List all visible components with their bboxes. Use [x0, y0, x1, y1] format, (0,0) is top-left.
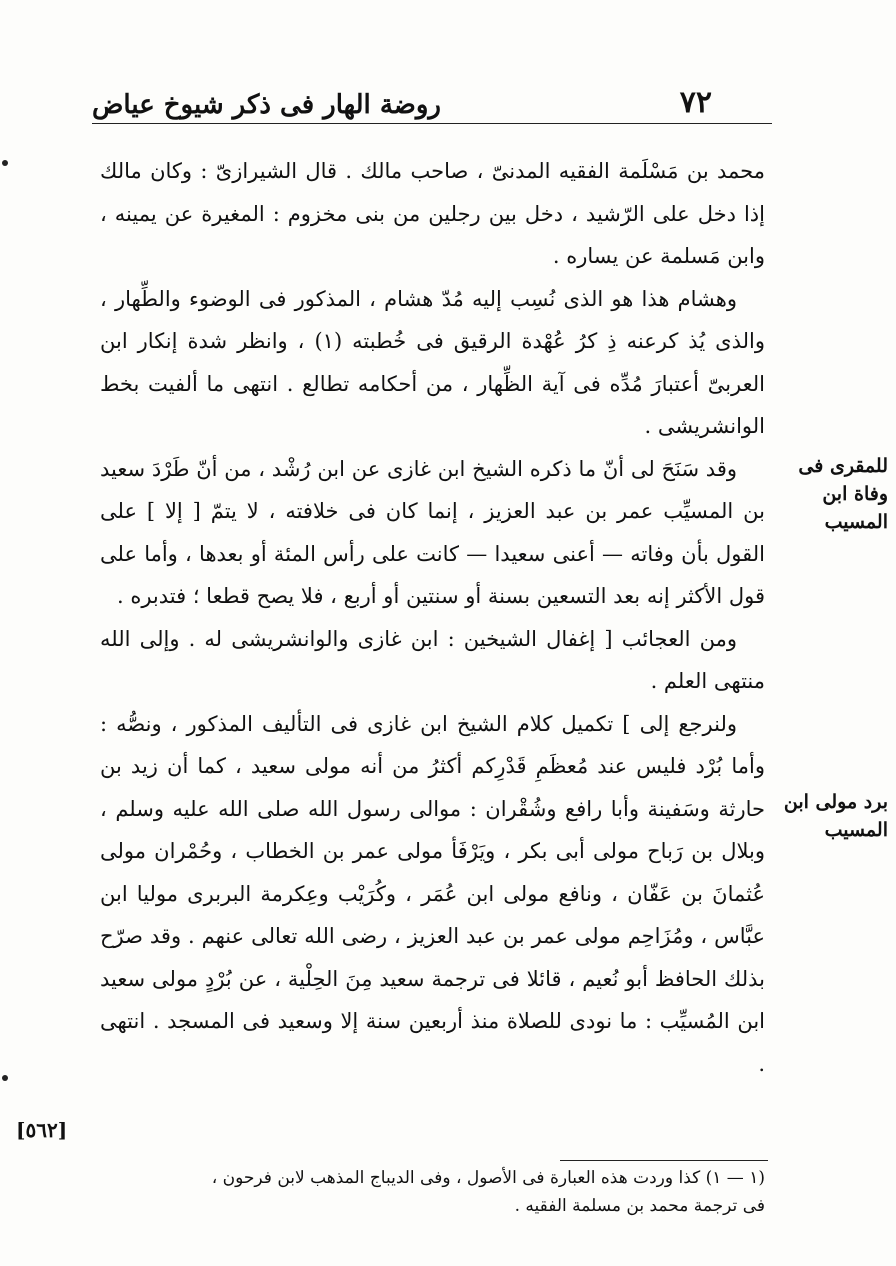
footnote	[100, 1164, 765, 1220]
page-header	[92, 70, 772, 120]
scan-speck	[2, 1075, 8, 1081]
footnote-line: (١ — ١) كذا وردت هذه العبارة فى الأصول ، وفى الديباج المذهب لابن فرحون ،	[211, 1168, 765, 1188]
paragraph: ولنرجع إلى ] تكميل كلام الشيخ ابن غازى فى التأليف المذكور ، ونصُّه : وأما بُرْد فليس عند مُعظَمِ قَدْرِكم أكثرُ من أنه مولى سعيد ، كما أن زيد بن حارثة وسَفينة وأبا رافع وشُقْران : موالى رسول الله صلى الله عليه وسلم ، وبلال بن رَباح مولى أبى بكر ، ويَرْفَأ مولى عمر بن الخطاب ، وحُمْران مولى عُثمانَ بن عَفّان ، ونافع مولى ابن عُمَر ، وكُرَيْب وعِكرمة البربرى موليا ابن عبَّاس ، ومُزَاحِم مولى عمر بن عبد العزيز ، رضى الله تعالى عنهم . وقد صرّح بذلك الحافظ أبو نُعيم ، قائلا فى ترجمة سعيد مِنَ الحِلْية ، عن بُرْدٍ مولى سعيد ابن المُسيِّب : ما نودى للصلاة منذ أربعين سنة إلا وسعيد فى المسجد . انتهى .	[100, 711, 765, 1076]
margin-note: للمقرى فى وفاة ابن المسيب	[798, 455, 888, 533]
footnote-line: فى ترجمة محمد بن مسلمة الفقيه .	[514, 1196, 765, 1216]
paragraph: ومن العجائب [ إغفال الشيخين : ابن غازى والوانشريشى له . وإلى الله منتهى العلم .	[100, 626, 765, 693]
main-text	[100, 150, 765, 1085]
page-number: ٧٢	[679, 85, 712, 120]
paragraph: وهشام هذا هو الذى نُسِب إليه مُدّ هشام ، المذكور فى الوضوء والطِّهار ، والذى يُذ كرعنه ذِ كرُ عُهْدة الرقيق فى خُطبته (١) ، وانظر شدة إنكار ابن العربىّ أعتبارَ مُدِّه فى آية الظِّهار ، من أحكامه تطالع . انتهى ما ألفيت بخط الوانشريشى .	[100, 286, 765, 438]
header-rule	[92, 123, 772, 124]
paragraph: وقد سَنَحَ لى أنّ ما ذكره الشيخ ابن غازى عن ابن رُشْد ، من أنّ طَرْدَ سعيد بن المسيِّب عمر بن عبد العزيز ، إنما كان فى خلافته ، لا يتمّ [ إلا ] على القول بأن وفاته — أعنى سعيدا — كانت على رأس المئة أو بعدها ، وأما على قول الأكثر إنه بعد التسعين بسنة أو سنتين أو أربع ، فلا يصح قطعا ؛ فتدبره .	[100, 456, 765, 608]
margin-note: برد مولى ابن المسيب	[783, 791, 888, 841]
original-page-reference: [٥٦٢]	[16, 1118, 68, 1142]
footnote-rule	[560, 1160, 768, 1161]
scan-speck	[2, 160, 8, 166]
running-title: روضة الهار فى ذكر شيوخ عياض	[92, 90, 441, 120]
paragraph: محمد بن مَسْلَمة الفقيه المدنىّ ، صاحب مالك . قال الشيرازىّ : وكان مالك إذا دخل على الرّشيد ، دخل بين رجلين من بنى مخزوم : المغيرة عن يمينه ، وابن مَسلمة عن يساره .	[100, 159, 765, 268]
